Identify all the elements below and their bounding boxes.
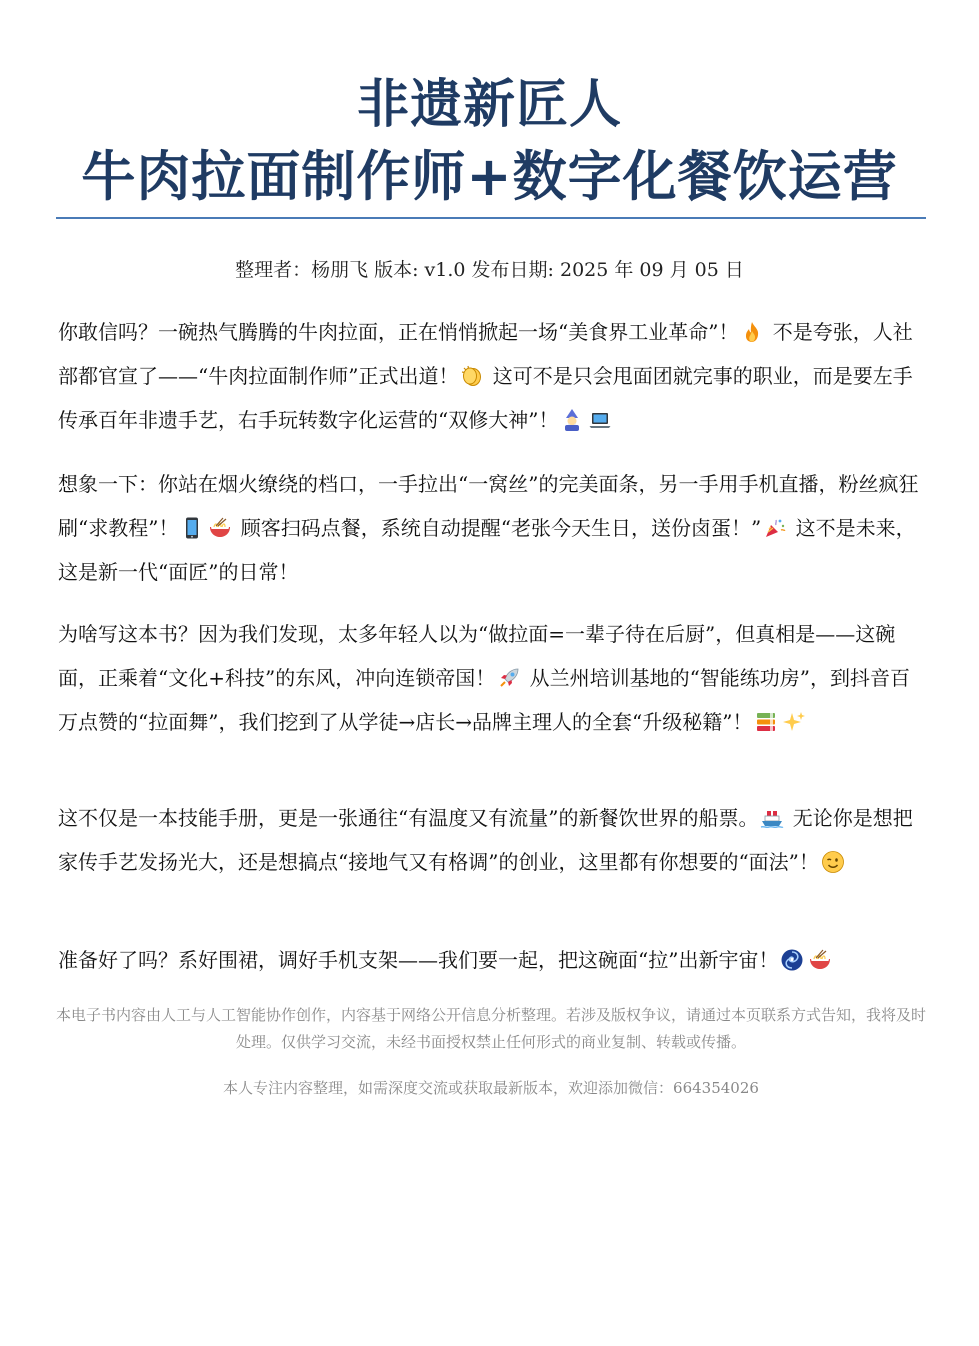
paragraph-4-segment-1: 这不仅是一本技能手册，更是一张通往“有温度又有流量”的新餐饮世界的船票。	[58, 806, 759, 830]
paragraph-1	[58, 310, 930, 442]
disclaimer-text: 本电子书内容由人工与人工智能协作创作，内容基于网络公开信息分析整理。若涉及版权争议，请通过本页联系方式告知，我将及时处理。仅供学习交流，未经书面授权禁止任何形式的商业复制、转载或传播。	[56, 1006, 927, 1051]
clap-icon	[460, 364, 484, 388]
ship-icon	[760, 806, 784, 830]
meta-line: 整理者：杨朋飞 版本: v1.0 发布日期: 2025 年 09 月 05 日	[235, 259, 744, 281]
title-divider	[56, 217, 926, 219]
paragraph-2	[58, 462, 930, 594]
paragraph-2-segment-3: 这不是未来，这是新一代“面匠”的日常！	[58, 516, 916, 584]
title-line-2: 牛肉拉面制作师+数字化餐饮运营	[81, 145, 898, 208]
mage-icon	[560, 408, 584, 432]
party-popper-icon	[763, 516, 787, 540]
paragraph-5-segment-1: 准备好了吗？系好围裙，调好手机支架——我们要一起，把这碗面“拉”出新宇宙！	[58, 948, 779, 972]
phone-icon	[180, 516, 204, 540]
paragraph-1-segment-1: 你敢信吗？一碗热气腾腾的牛肉拉面，正在悄悄掀起一场“美食界工业革命”！	[58, 320, 739, 344]
title-line-1: 非遗新匠人	[356, 75, 622, 135]
rocket-icon	[497, 666, 521, 690]
books-icon	[754, 710, 778, 734]
contact-text: 本人专注内容整理，如需深度交流或获取最新版本，欢迎添加微信：664354026	[223, 1079, 759, 1097]
noodle-bowl-icon	[208, 516, 232, 540]
paragraph-1-segment-2: 不是夸张，人社部都官宣了——“牛肉拉面制作师”正式出道！	[58, 320, 913, 388]
paragraph-5	[58, 938, 930, 982]
fire-icon	[740, 320, 764, 344]
wink-icon	[821, 850, 845, 874]
galaxy-icon	[780, 948, 804, 972]
paragraph-4-segment-2: 无论你是想把家传手艺发扬光大，还是想搞点“接地气又有格调”的创业，这里都有你想要的“面法”！	[58, 806, 913, 874]
paragraph-1-segment-3: 这可不是只会甩面团就完事的职业，而是要左手传承百年非遗手艺，右手玩转数字化运营的“双修大神”！	[58, 364, 913, 432]
paragraph-4	[58, 796, 930, 884]
paragraph-3	[58, 612, 930, 744]
paragraph-3-segment-2: 从兰州培训基地的“智能练功房”，到抖音百万点赞的“拉面舞”，我们挖到了从学徒→店长→品牌主理人的全套“升级秘籍”！	[58, 666, 911, 734]
paragraph-2-segment-1: 想象一下：你站在烟火缭绕的档口，一手拉出“一窝丝”的完美面条，另一手用手机直播，粉丝疯狂刷“求教程”！	[58, 472, 919, 540]
sparkles-icon	[782, 710, 806, 734]
laptop-icon	[588, 408, 612, 432]
noodle-bowl-icon	[808, 948, 832, 972]
paragraph-3-segment-1: 为啥写这本书？因为我们发现，太多年轻人以为“做拉面=一辈子待在后厨”，但真相是——这碗面，正乘着“文化+科技”的东风，冲向连锁帝国！	[58, 622, 896, 690]
paragraph-2-segment-2: 顾客扫码点餐，系统自动提醒“老张今天生日，送份卤蛋！”	[234, 516, 762, 540]
